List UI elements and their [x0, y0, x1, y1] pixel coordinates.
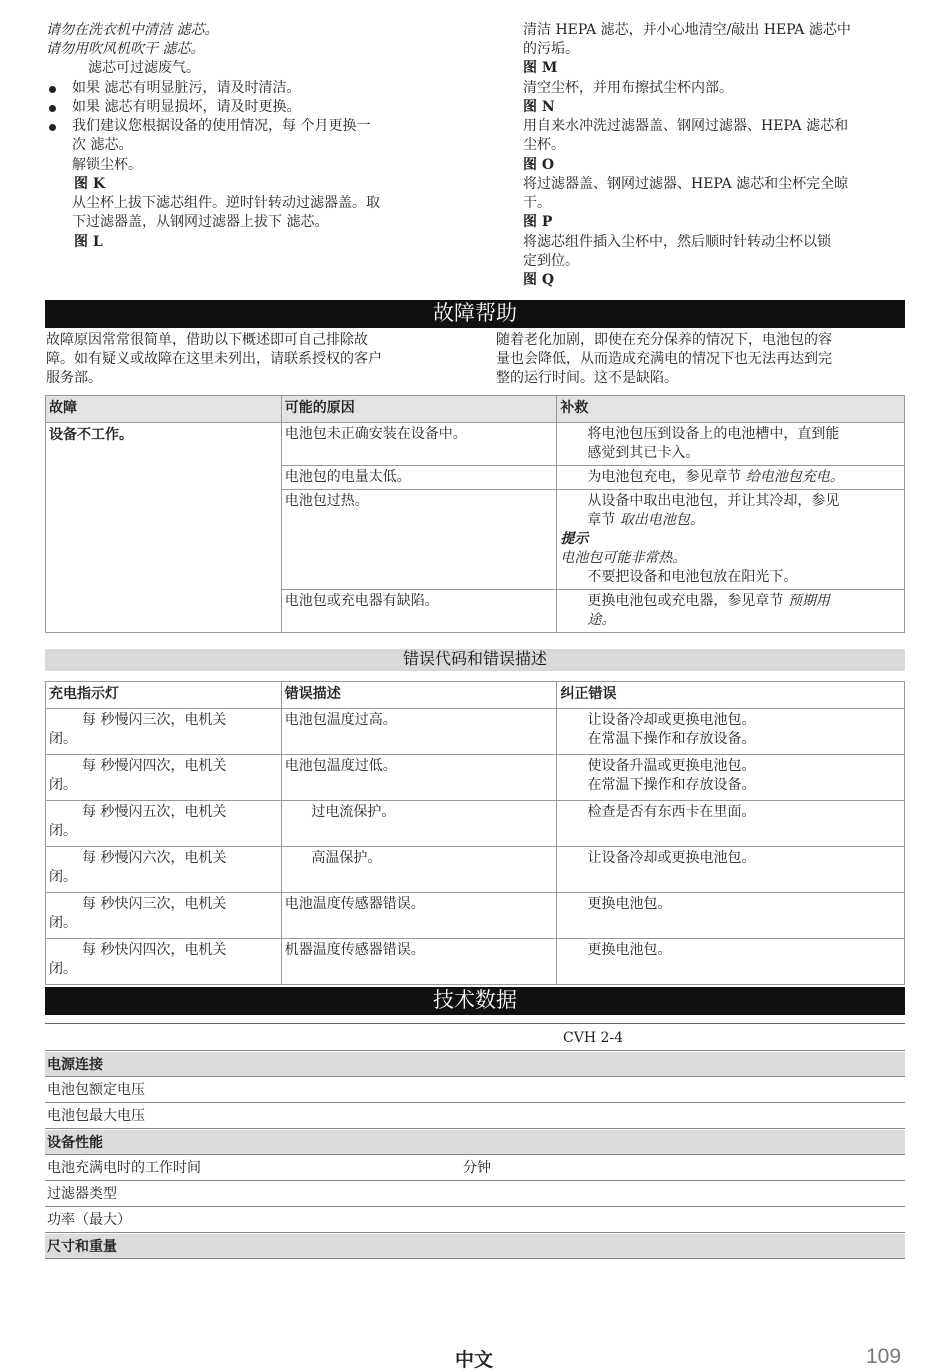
correction-text: 更换电池包。 [587, 942, 672, 958]
correction-text: 更换电池包。 [587, 896, 672, 912]
spec-label: 电源连接 [47, 1056, 103, 1072]
text-line: 用自来水冲洗过滤器盖、钢网过滤器、HEPA 滤芯和 [523, 118, 849, 134]
column-header: 纠正错误 [557, 682, 905, 709]
indicator-text: 每 秒慢闪三次，电机关 [82, 712, 227, 728]
error-description-cell: 机器温度传感器错误。 [281, 939, 557, 985]
spec-row [45, 1104, 905, 1129]
correction-text: 在常温下操作和存放设备。 [587, 731, 756, 747]
error-description-cell: 高温保护。 [281, 847, 557, 893]
remedy-text: 更换电池包或充电器，参见章节 [587, 593, 788, 609]
divider [45, 1050, 905, 1051]
error-description-cell: 电池包温度过低。 [281, 755, 557, 801]
bullet-icon [49, 105, 56, 112]
spec-label: 设备性能 [47, 1134, 103, 1150]
text-line: 解锁尘杯。 [72, 157, 142, 173]
section-heading-error-codes: 错误代码和错误描述 [45, 649, 905, 671]
text-line: 故障原因常常很简单，借助以下概述即可自己排除故 [46, 332, 368, 348]
column-header: 可能的原因 [281, 396, 557, 423]
error-codes-table [45, 681, 905, 985]
remedy-line: 将电池包压到设备上的电池槽中，直到能 [587, 426, 840, 442]
text-line: 的污垢。 [523, 41, 579, 57]
table-row [46, 893, 905, 939]
correction-cell [557, 847, 905, 893]
cause-cell: 电池包过热。 [281, 490, 557, 590]
indicator-text: 闭。 [49, 961, 77, 977]
spec-label: 功率（最大） [47, 1212, 131, 1228]
indicator-text: 闭。 [49, 823, 77, 839]
chapter-reference: 预期用 [787, 593, 830, 609]
text-line: 将滤芯组件插入尘杯中，然后顺时针转动尘杯以锁 [523, 234, 831, 250]
text-line: 清空尘杯，并用布擦拭尘杯内部。 [523, 80, 733, 96]
indicator-text: 每 秒慢闪五次，电机关 [82, 804, 227, 820]
indicator-text: 闭。 [49, 777, 77, 793]
indicator-text: 闭。 [49, 731, 77, 747]
error-description-cell: 电池温度传感器错误。 [281, 893, 557, 939]
correction-text: 让设备冷却或更换电池包。 [587, 850, 756, 866]
table-header-row [46, 682, 905, 709]
figure-ref: 图 K [74, 176, 106, 192]
text-line: 定到位。 [523, 253, 579, 269]
spec-group-heading [45, 1234, 905, 1259]
text-line: 将过滤器盖、钢网过滤器、HEPA 滤芯和尘杯完全晾 [523, 176, 849, 192]
error-description-cell: 电池包温度过高。 [281, 709, 557, 755]
footer-language: 中文 [455, 1350, 494, 1371]
remedy-line [560, 511, 901, 530]
column-header: 故障 [46, 396, 282, 423]
remedy-line: 从设备中取出电池包，并让其冷却，参见 [587, 493, 840, 509]
indicator-cell [46, 709, 282, 755]
figure-ref: 图 L [74, 234, 103, 250]
indicator-cell [46, 893, 282, 939]
remedy-text: 为电池包充电，参见章节 [587, 469, 746, 485]
table-header-row [46, 396, 905, 423]
remedy-text: 章节 [587, 512, 620, 528]
error-description-cell: 过电流保护。 [281, 801, 557, 847]
indicator-text: 每 秒慢闪四次，电机关 [82, 758, 227, 774]
spec-row [45, 1208, 905, 1233]
remedy-line: 不要把设备和电池包放在阳光下。 [587, 569, 798, 585]
section-heading-troubleshooting: 故障帮助 [45, 300, 905, 328]
text-line: 请勿用吹风机吹干 滤芯。 [46, 41, 205, 57]
bullet-icon [49, 86, 56, 93]
bullet-text: 如果 滤芯有明显损坏，请及时更换。 [72, 99, 301, 115]
indicator-cell [46, 801, 282, 847]
text-line: 随着老化加剧，即使在充分保养的情况下，电池包的容 [496, 332, 832, 348]
spec-row [45, 1078, 905, 1103]
chapter-reference: 取出电池包。 [619, 512, 704, 528]
figure-ref: 图 O [523, 157, 555, 173]
spec-label: 过滤器类型 [47, 1186, 117, 1202]
remedy-cell [557, 590, 905, 633]
indicator-text: 每 秒快闪三次，电机关 [82, 896, 227, 912]
text-line: 滤芯可过滤废气。 [88, 60, 200, 76]
correction-cell [557, 709, 905, 755]
text-line: 服务部。 [46, 370, 102, 386]
correction-cell [557, 801, 905, 847]
bullet-text: 如果 滤芯有明显脏污，请及时清洁。 [72, 80, 301, 96]
column-header: 充电指示灯 [46, 682, 282, 709]
page-number: 109 [866, 1345, 902, 1368]
remedy-cell [557, 423, 905, 466]
bullet-text: 次 滤芯。 [72, 137, 133, 153]
section-heading-technical-data: 技术数据 [45, 987, 905, 1015]
text-line: 整的运行时间。这不是缺陷。 [496, 370, 678, 386]
spec-group-heading [45, 1052, 905, 1077]
indicator-cell [46, 847, 282, 893]
indicator-text: 每 秒慢闪六次，电机关 [82, 850, 227, 866]
table-row [46, 801, 905, 847]
correction-cell [557, 939, 905, 985]
remedy-line: 感觉到其已卡入。 [587, 445, 700, 461]
table-row [46, 755, 905, 801]
indicator-text: 闭。 [49, 869, 77, 885]
spec-unit: 分钟 [463, 1160, 491, 1176]
correction-cell [557, 755, 905, 801]
table-row [46, 847, 905, 893]
spec-label: 电池包额定电压 [47, 1082, 145, 1098]
table-row [46, 423, 905, 466]
bullet-icon [49, 124, 56, 131]
spec-label: 电池充满电时的工作时间 [47, 1160, 201, 1176]
troubleshooting-table [45, 395, 905, 633]
bullet-text: 我们建议您根据设备的使用情况，每 个月更换一 [72, 118, 371, 134]
correction-text: 在常温下操作和存放设备。 [587, 777, 756, 793]
text-line: 干。 [523, 195, 551, 211]
spec-label: 电池包最大电压 [47, 1108, 145, 1124]
column-header: 补救 [557, 396, 905, 423]
figure-ref: 图 M [523, 60, 558, 76]
column-header: 错误描述 [281, 682, 557, 709]
spec-row [45, 1182, 905, 1207]
cause-cell: 电池包或充电器有缺陷。 [281, 590, 557, 633]
chapter-reference: 途。 [587, 612, 616, 628]
correction-text: 使设备升温或更换电池包。 [587, 758, 756, 774]
divider [45, 1023, 905, 1024]
indicator-text: 闭。 [49, 915, 77, 931]
spec-label: 尺寸和重量 [47, 1238, 117, 1254]
chapter-reference: 给电池包充电。 [745, 469, 844, 485]
spec-row [45, 1156, 905, 1181]
cause-cell: 电池包未正确安装在设备中。 [281, 423, 557, 466]
correction-cell [557, 893, 905, 939]
table-row [46, 709, 905, 755]
text-line: 量也会降低，从而造成充满电的情况下也无法再达到完 [496, 351, 832, 367]
text-line: 请勿在洗衣机中清洁 滤芯。 [46, 22, 219, 38]
cause-cell: 电池包的电量太低。 [281, 466, 557, 490]
indicator-cell [46, 755, 282, 801]
text-line: 清洁 HEPA 滤芯，并小心地清空/敲出 HEPA 滤芯中 [523, 22, 851, 38]
figure-ref: 图 N [523, 99, 555, 115]
remedy-cell [557, 466, 905, 490]
correction-text: 检查是否有东西卡在里面。 [587, 804, 756, 820]
text-line: 从尘杯上拔下滤芯组件。逆时针转动过滤器盖。取 [72, 195, 380, 211]
spec-group-heading [45, 1130, 905, 1155]
indicator-text: 每 秒快闪四次，电机关 [82, 942, 227, 958]
text-line: 尘杯。 [523, 137, 565, 153]
note-text: 电池包可能非常热。 [560, 550, 687, 566]
fault-cell: 设备不工作。 [46, 423, 282, 633]
model-name: CVH 2-4 [563, 1030, 624, 1046]
text-line: 下过滤器盖，从钢网过滤器上拔下 滤芯。 [72, 214, 329, 230]
figure-ref: 图 Q [523, 272, 555, 288]
note-heading: 提示 [560, 531, 589, 547]
figure-ref: 图 P [523, 214, 553, 230]
indicator-cell [46, 939, 282, 985]
text-line: 障。如有疑义或故障在这里未列出，请联系授权的客户 [46, 351, 382, 367]
table-row [46, 939, 905, 985]
remedy-cell [557, 490, 905, 590]
correction-text: 让设备冷却或更换电池包。 [587, 712, 756, 728]
remedy-line [587, 592, 901, 611]
